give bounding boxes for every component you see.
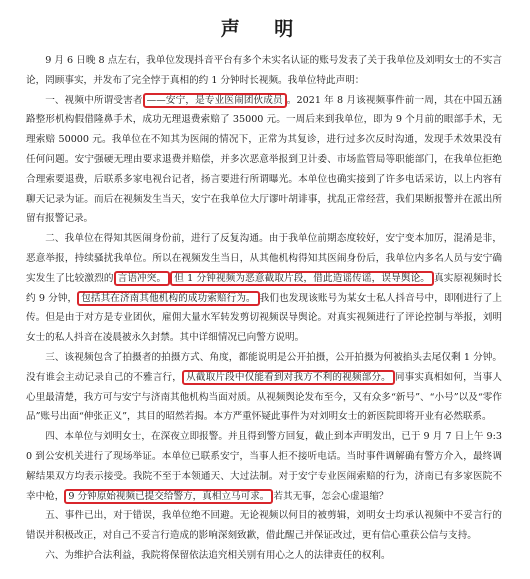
statement-paragraph [26, 427, 502, 506]
page-bottom-edge [0, 575, 530, 579]
highlighted-phrase: 从截取片段中仅能看到对我方不利的视频部分。 [182, 370, 395, 385]
highlighted-phrase: 9 分钟原始视频已提交给警方，真相立马可求。 [64, 489, 273, 504]
statement-paragraph [26, 51, 502, 91]
paragraph-text: 若其无事，怎会心虚退缩？ [273, 490, 389, 502]
statement-paragraph [26, 91, 502, 230]
paragraph-text: 同事实真相如何，当事人心里最清楚，我方可与安宁与济南其他机构当面对质。从视频舆论发布至今，又有众多“新号”、“小号”以及“零作品”账号出面“伸张正义”，其目的昭然若揭。本方严重怀疑此事件为对刘明女士的新医院即将开业有必然联系。 [26, 371, 503, 423]
paragraph-text: 五、事件已出，对于错误，我单位绝不回避。无论视频以何目的被剪辑，刘明女士均承认视频中不妥言行的错误并积极改正，对自己不妥言行造成的影响深刻致歉，借此醒己并保证改过，更有信心重获公信与支持。 [26, 510, 502, 542]
highlighted-phrase: 包括其在济南其他机构的成功索赔行为。 [77, 291, 260, 306]
paragraph-text: 我们也发现该账号为某女士私人抖音号中，即刚进行了上传。但是由于对方是专业团伙，雇佣大量水军转发剪切视频误导舆论。对真实视频进行了评论控制与举报，刘明女士的私人抖音在凌晨被永久封禁。其中详细情况已向警方说明。 [26, 292, 503, 344]
paragraph-text: 9 月 6 日晚 8 点左右，我单位发现抖音平台有多个未实名认证的账号发表了关于我单位及刘明女士的不实言论，罔顾事实，并发布了完全悖于真相的约 1 分钟时长视频。我单位特此声明： [26, 55, 502, 86]
paragraph-text: 二、我单位在得知其医闹身份前，进行了反复沟通。由于我单位前期态度较好，安宁变本加厉，混淆是非，恶意举报，持续骚扰我单位。所以在视频发生当日，从其他机构得知其医闹身份后，我单位内多名人员与安宁确实发生了比较激烈的 [26, 233, 502, 284]
statement-title: 声 明 [220, 18, 308, 40]
statement-body [26, 51, 502, 566]
statement-paragraph [26, 229, 502, 348]
highlighted-phrase: 言语冲突。 [114, 271, 171, 286]
paragraph-text: 四、本单位与刘明女士，在深夜立即报警。并且得到警方回复，截止到本声明发出，已于 9 月 7 日上午 9:30 到公安机关进行了现场举证。本单位已联系安宁，当事人拒不接听电话。当时事件调解确有警方介入，最终调解结果双方均表示接受。我院不至于本领通天、大过法制。对于安宁专业医闹索赔的行为，济南已有多家医院不幸中枪， [26, 431, 502, 502]
highlighted-phrase: ——安宁，是专业医闹团伙成员 [143, 93, 287, 108]
paragraph-text: 。2021 年 8 月该视频事件前一周，其在中国五涵路整形机构假借隆鼻手术，成功无理退费索赔了 35000 元。一周后来到我单位，即为 9 个月前的眼部手术，无理索赔 50000 元。我单位在不知其为医闹的情况下，正常为其复诊，进行过多次反时沟通，发现手术效果没有任何问题。安宁强硬无理由要求退费并赔偿，并多次恶意举报到卫计委、市场监管局等职能部门，在我单位拒绝合理索要退费，后联系多家电视台记者，扬言要进行所谓曝光。本单位也确实接到了许多电话采访，以上内容有聊天记录为证。而后在视频发生当天，安宁在我单位大厅谬叶胡诽事，扰乱正常经营，我们果断报警并在派出所留有报警记录。 [26, 94, 503, 225]
statement-paragraph [26, 546, 502, 566]
paragraph-text: 六、为维护合法利益，我院将保留依法追究相关别有用心之人的法律责任的权利。 [45, 549, 391, 561]
paragraph-text: 真实原视频时长约 9 分钟， [26, 272, 503, 304]
paragraph-text: 一、视频中所谓受害者 [45, 94, 143, 106]
highlighted-phrase: 但 1 分钟视频为恶意截取片段，借此造谣传谣，误导舆论。 [170, 271, 434, 286]
paragraph-text: 三、该视频包含了拍摄者的拍摄方式、角度，都能说明是公开拍摄，公开拍摄为何被掐头去尾仅剩 1 分钟。没有谁会主动记录自己的不雅言行， [26, 351, 502, 383]
statement-paragraph [26, 506, 502, 546]
statement-paragraph [26, 348, 502, 427]
